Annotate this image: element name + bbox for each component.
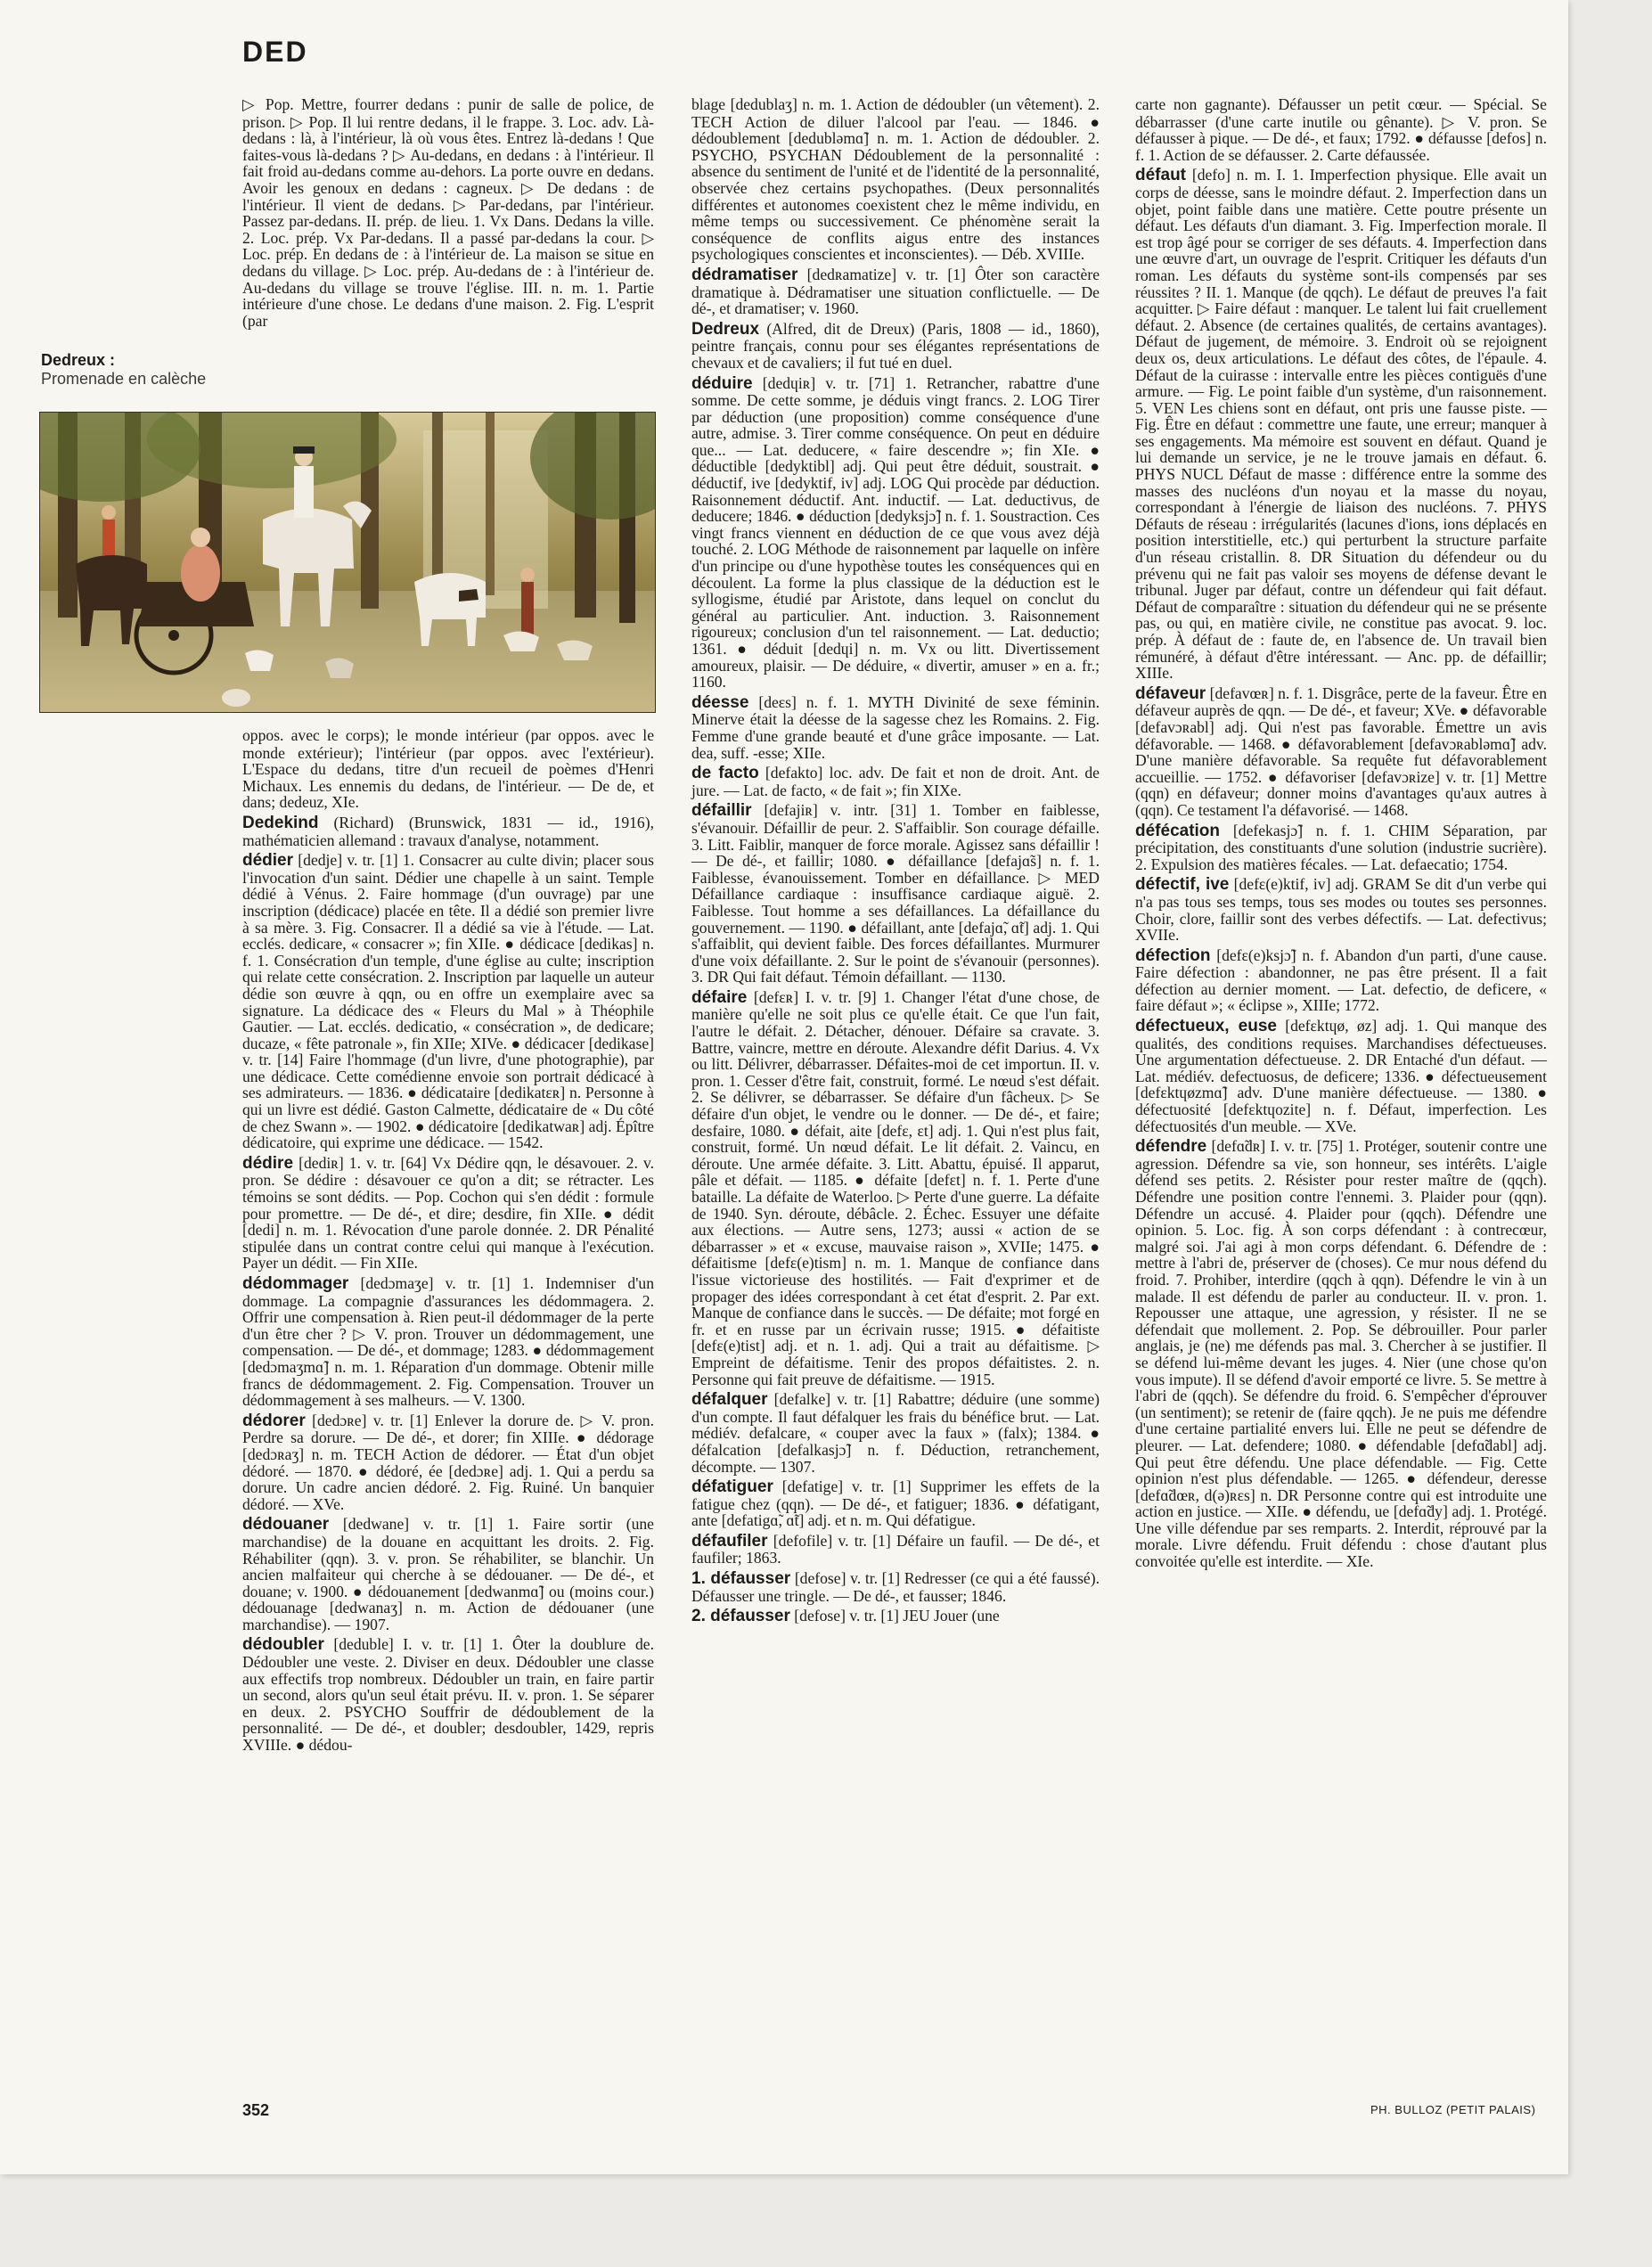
entry-headword: déduire — [691, 373, 753, 393]
entry — [691, 765, 1100, 798]
entry — [691, 1478, 1100, 1529]
entry-text: [defɑ̃dʀ] I. v. tr. [75] 1. Protéger, soutenir contre une agression. Défendre sa vie, son honneur, ses intérêts. L'aigle défend ses petits. 2. Résister pour rester maître de (qqch). Défendre une position contre l'ennemi. 3. Plaider pour (qqn). Défendre un accusé. 4. Plaider pour (qqch). Défendre une opinion. 5. Loc. fig. À son corps défendant : à contrecœur, malgré soi. J'ai agi à mon corps défendant. 6. Défendre de : mettre à l'abri de, préserver de (choses). Ce mur nous défend du froid. 7. Prohiber, interdire (qqch à qqn). Défendre le vin à un malade. Il est défendu de parler au conducteur. II. v. pron. 1. Repousser une attaque, une agression, y résister. Il ne se défendait que mollement. 2. Pop. Se débrouiller. Pour parler anglais, je (ne) me défends pas mal. 3. Chercher à se justifier. Il se défend lui-même devant les juges. 4. Nier (une chose qu'on vous impute). Il se défend d'avoir emporté ce livre. 5. Se mettre à l'abri de (qqch). Se défendre du froid. 6. S'empêcher d'éprouver (un sentiment); se retenir de (faire qqch). Je ne puis me défendre d'une certaine partialité envers lui. Elle ne peut se défendre de pleurer. — Lat. defendere; 1080. ● défendable [defɑ̃dabl] adj. Qui peut être défendu. Une place défendable. — Fig. Cette opinion n'est plus défendable. — 1265. ● défendeur, deresse [defɑ̃dœʀ, d(ə)ʀɛs] n. DR Personne contre qui est introduite une action en justice. — XIIe. ● défendu, ue [defɑ̃dy] adj. 1. Protégé. Une ville défendue par ses remparts. 2. Interdit, réprouvé par la morale. Livre défendu. Fruit défendu : chose d'autant plus convoitée qu'elle est interdite. — XIe. — [1135, 1137, 1547, 1571]
entry-text: [defatige] v. tr. [1] Supprimer les effets de la fatigue chez (qqn). — De dé-, et fatiguer; 1836. ● défatigant, ante [defatigɑ̃, ɑ̃t] adj. et n. m. Qui défatigue. — [691, 1477, 1100, 1530]
entry — [691, 1608, 1100, 1625]
entry — [242, 814, 654, 848]
entry — [691, 802, 1100, 986]
entry — [242, 96, 654, 329]
page-number: 352 — [242, 2101, 270, 2119]
entry-text: carte non gagnante). Défausser un petit cœur. — Spécial. Se débarrasser (d'une carte inutile ou gênante). ▷ V. pron. Se défausser à pique. — De dé-, et faux; 1792. ● défausse [defos] n. f. 1. Action de se défausser. 2. Carte défaussée. — [1135, 95, 1547, 164]
entry-headword: défalquer — [691, 1390, 768, 1410]
entry-headword: 1. défausser — [691, 1569, 791, 1589]
entry-headword: défaveur — [1135, 683, 1206, 703]
entry-headword: défaire — [691, 987, 748, 1007]
entry-text: [dedɥiʀ] v. tr. [71] 1. Retrancher, rabattre d'une somme. De cette somme, je déduis vingt francs. 2. LOG Tirer par déduction (une proposition) comme conséquence d'une autre, admise. 3. Tirer comme conséquence. On peut en déduire que... — Lat. deducere, « faire descendre »; fin XIe. ● déductible [dedyktibl] adj. Qui peut être déduit, soustrait. ● déductif, ive [dedyktif, iv] adj. LOG Qui procède par déduction. Raisonnement déductif. Ant. inductif. — Lat. deductivus, de deducere; 1846. ● déduction [dedyksjɔ̃] n. f. 1. Soustraction. Ces vingt francs viennent en déduction de ce que vous avez déjà touché. 2. LOG Méthode de raisonnement par laquelle on infère d'un principe ou d'une hypothèse toutes les conséquences qui en découlent. La forme la plus classique de la déduction est le syllogisme, étudié par Aristote, dans lequel on conclut du général au particulier. Ant. induction. 3. Raisonnement rigoureux; conclusion d'un tel raisonnement. — Lat. deductio; 1361. ● déduit [dedɥi] n. m. Vx ou litt. Divertissement amoureux, plaisir. — De déduire, « divertir, amuser » en a. fr.; 1160. — [691, 373, 1100, 692]
entry-headword: défectueux, euse — [1135, 1017, 1277, 1036]
entry-headword: défatiguer — [691, 1477, 773, 1497]
caption-title: Dedreux : — [41, 351, 116, 369]
entry — [1135, 1138, 1547, 1569]
entry-text: [defose] v. tr. [1] JEU Jouer (une — [789, 1607, 1000, 1625]
entry-headword: 2. défausser — [691, 1607, 790, 1626]
entry-headword: défaut — [1135, 166, 1186, 185]
painting-illustration — [39, 412, 656, 713]
entry-text: (Alfred, dit de Dreux) (Paris, 1808 — id., 1860), peintre français, connu pour ses élégantes représentations de chevaux et de cavaliers; il fut tué en duel. — [691, 319, 1100, 372]
carriage-painting-image — [40, 413, 655, 712]
entry-headword: défaillir — [691, 801, 752, 821]
entry-text: oppos. avec le corps); le monde intérieur (par oppos. avec le monde extérieur); l'intérieur (par oppos. avec l'extérieur). L'Espace du dedans, titre d'un recueil de poèmes d'Henri Michaux. Les ennemis du dedans, de l'intérieur. — De de, et dans; dedeuz, XIe. — [242, 726, 654, 812]
entry — [242, 1636, 654, 1753]
entry — [691, 1533, 1100, 1567]
text-column-2 — [691, 96, 1100, 1629]
entry-headword: dédire — [242, 1153, 294, 1173]
entry — [691, 989, 1100, 1387]
entry-text: [defo] n. m. I. 1. Imperfection physique. Elle avait un corps de déesse, sans le moindre défaut. 2. Imperfection dans un objet, point faible dans une matière. Cette poutre présente un défaut. Les défauts d'un diamant. 3. Fig. Imperfection morale. Il est trop âgé pour se corriger de ses défauts. 4. Imperfection dans une œuvre d'art, un ouvrage de l'esprit. Critiquer les défauts d'un roman. Les défauts du système sont-ils compensés par ses réussites ? II. 1. Manque (de qqch). Le défaut de preuves l'a fait acquitter. ▷ Faire défaut : manquer. Le talent lui fait cruellement défaut. 2. Absence (de certaines qualités, de certains avantages). Défaut de jugement, de mémoire. 3. Endroit où se rejoignent deux os, deux articulations. Le défaut des côtes, de l'épaule. 4. Défaut de la cuirasse : intervalle entre les pièces contiguës d'une armure. — Fig. Le point faible d'un système, d'un raisonnement. 5. VEN Les chiens sont en défaut, ont pris une fausse piste. — Fig. Être en défaut : commettre une faute, une erreur; manquer à ses engagements. Ma mémoire est souvent en défaut. Quand je lui demande un service, je ne le trouve jamais en défaut. 6. PHYS NUCL Défaut de masse : différence entre la somme des masses des nucléons d'un noyau et la masse du noyau, correspondant à l'énergie de liaison des nucléons. 7. PHYS Défauts de réseau : irrégularités (lacunes d'ions, ions déplacés en position interstitielle, etc.) qui perturbent la structure parfaite d'un réseau cristallin. 8. DR Situation du défendeur ou du prévenu qui ne fait pas valoir ses moyens de défense devant le tribunal. Juger par défaut, contre un défendeur qui fait défaut. Défaut de comparaître : situation du défendeur qui ne se présente pas, ou qui, en matière civile, ne constitue pas avocat. 9. loc. prép. À défaut de : faute de, en l'absence de. Un travail bien rémunéré, à défaut d'être intéressant. — Anc. pp. de défaillir; XIIIe. — [1135, 166, 1547, 683]
running-head: DED — [242, 36, 308, 68]
entry-text: [dedɔmaʒe] v. tr. [1] 1. Indemniser d'un dommage. La compagnie d'assurances les dédommagera. 2. Offrir une compensation à. Rien peut-il dédommager de la perte d'un être cher ? ▷ V. pron. Trouver un dédommagement, une compensation. — De dé-, et dommage; 1283. ● dédommagement [dedɔmaʒmɑ̃] n. m. 1. Réparation d'un dommage. Obtenir mille francs de dédommagement. 2. Fig. Compensation. Trouver un dédommagement à ses malheurs. — V. 1300. — [242, 1274, 654, 1410]
entry-headword: défendre — [1135, 1137, 1207, 1157]
entry-headword: dédoubler — [242, 1635, 324, 1655]
entry-text: [defalke] v. tr. [1] Rabattre; déduire (une somme) d'un compte. Il faut défalquer les frais du bénéfice brut. — Lat. médiév. defalcare, « couper avec la faux » (falx); 1384. ● défalcation [defalkasjɔ̃] n. f. Déduction, retranchement, décompte. — 1307. — [691, 1390, 1100, 1476]
entry-text: [defose] v. tr. [1] Redresser (ce qui a été faussé). Défausser une tringle. — De dé-, et fausser; 1846. — [691, 1569, 1100, 1605]
entry — [242, 852, 654, 1151]
entry — [691, 1391, 1100, 1475]
entry-text: [defɛʀ] I. v. tr. [9] 1. Changer l'état d'une chose, de manière qu'elle ne soit plus ce qu'elle était. Ce que l'un fait, l'autre le défait. 2. Détacher, dénouer. Défaire sa cravate. 3. Battre, vaincre, mettre en déroute. Alexandre défit Darius. 4. Vx ou litt. Délivrer, débarrasser. Défaites-moi de cet importun. II. v. pron. 1. Cesser d'être fait, construit, formé. Le nœud s'est défait. 2. Se délivrer, se débarrasser. Se défaire d'un fâcheux. ▷ Se défaire d'un objet, le vendre ou le donner. — De dé-, et faire; desfaire, 1080. ● défait, aite [defɛ, ɛt] adj. 1. Qui n'est plus fait, construit, formé. Un nœud défait. Le lit défait. 2. Vaincu, en déroute. Une armée défaite. 3. Litt. Abattu, épuisé. Il apparut, pâle et défait. — 1185. ● défaite [defɛt] n. f. 1. Perte d'une bataille. La défaite de Waterloo. ▷ Perte d'une guerre. La défaite de 1940. Syn. déroute, débâcle. 2. Échec. Essuyer une défaite aux élections. — Autre sens, 1273; aussi « action de se débarrasser » et « excuse, mauvaise raison », XVIIe; 1475. ● défaitisme [defɛ(e)tism] n. m. 1. Manque de confiance dans l'issue victorieuse des hostilités. — Fait d'exprimer et de propager des idées correspondant à cet état d'esprit. 2. Par ext. Manque de confiance dans le succès. — De défaite; mot forgé en fr. et en russe par un écrivain russe; 1915. ● défaitiste [defɛ(e)tist] adj. et n. 1. adj. Qui a trait au défaitisme. ▷ Empreint de défaitisme. Tenir des propos défaitistes. 2. n. Personne qui fait preuve de défaitisme. — 1915. — [691, 987, 1100, 1388]
entry-text: [defekasjɔ̃] n. f. 1. CHIM Séparation, par précipitation, des constituants d'une solution (industrie sucrière). 2. Expulsion des matières fécales. — Lat. defaecatio; 1754. — [1135, 821, 1547, 873]
text-column-1-upper — [242, 96, 654, 332]
entry-headword: Dedreux — [691, 319, 760, 339]
entry-text: [dedɔʀe] v. tr. [1] Enlever la dorure de. ▷ V. pron. Perdre sa dorure. — De dé-, et dorer; fin XIIIe. ● dédorage [dedɔʀaʒ] n. m. TECH Action de dédorer. — État d'un objet dédoré. — 1870. ● dédoré, ée [dedɔʀe] adj. 1. Qui a perdu sa dorure. Un cadre ancien dédoré. 2. Fig. Ruiné. Un banquier dédoré. — XVe. — [242, 1411, 654, 1513]
entry — [1135, 685, 1547, 819]
entry — [1135, 876, 1547, 943]
entry — [1135, 947, 1547, 1014]
entry-headword: dédramatiser — [691, 265, 798, 284]
entry — [1135, 1018, 1547, 1134]
entry-headword: dédommager — [242, 1274, 349, 1293]
text-column-1-lower — [242, 727, 654, 1757]
entry-headword: défécation — [1135, 821, 1221, 840]
entry-text: [defɛ(e)ktif, iv] adj. GRAM Se dit d'un verbe qui n'a pas tous ses temps, tous ses modes ou toutes ses personnes. Choir, clore, faillir sont des verbes défectifs. — Lat. defectivus; XVIIe. — [1135, 875, 1547, 945]
entry — [691, 96, 1100, 263]
entry — [691, 375, 1100, 691]
entry — [1135, 96, 1547, 163]
entry-text: [dedwane] v. tr. [1] 1. Faire sortir (une marchandise) de la douane en acquittant les droits. 2. Fig. Réhabiliter (qqn). 3. v. pron. Se réhabiliter, se blanchir. Un ancien malfaiteur qui cherche à se dédouaner. — De dé-, et douane; v. 1900. ● dédouanement [dedwanmɑ̃] ou (moins cour.) dédouanage [dedwanaʒ] n. m. Action de dédouaner (une marchandise). — 1907. — [242, 1515, 654, 1633]
entry — [691, 694, 1100, 761]
photo-credit: PH. BULLOZ (PETIT PALAIS) — [1370, 2103, 1536, 2116]
entry — [242, 1412, 654, 1513]
entry-text: [dedje] v. tr. [1] 1. Consacrer au culte divin; placer sous l'invocation d'un saint. Dédier une chapelle à un saint. Temple dédié à Vénus. 2. Faire hommage (d'un ouvrage) par une inscription (dédicace) placée en tête. Il a dédié son premier livre à sa mère. 3. Fig. Consacrer. Il a dédié sa vie à l'étude. — Lat. ecclés. dedicare, « consacrer »; fin XIIe. ● dédicace [dedikas] n. f. 1. Consécration d'un temple, d'une église au culte; inscription qui relate cette consécration. 2. Inscription par laquelle un auteur dédie son œuvre à qqn, ou en offre un exemplaire avec sa signature. La dédicace des « Fleurs du Mal » à Théophile Gautier. — Lat. ecclés. dedicatio, « consécration », de dedicare; ducaze, « fête patronale », fin XIIe; XIVe. ● dédicacer [dedikase] v. tr. [14] Faire l'hommage (d'un livre, d'une photographie), par une dédicace. Cette comédienne envoie son portrait dédicacé à ses admirateurs. — 1836. ● dédicataire [dedikatɛʀ] n. Personne à qui un livre est dédié. Gaston Calmette, dédicataire de « Du côté de chez Swann ». — 1902. ● dédicatoire [dedikatwaʀ] adj. Épître dédicatoire, qui exprime une dédicace. — 1542. — [242, 851, 654, 1152]
entry — [1135, 823, 1547, 873]
entry — [691, 321, 1100, 372]
entry — [242, 727, 654, 811]
entry-text: [dedʀamatize] v. tr. [1] Ôter son caractère dramatique à. Dédramatiser une situation conflictuelle. — De dé-, et dramatiser; v. 1960. — [691, 265, 1100, 318]
entry-text: [deduble] I. v. tr. [1] 1. Ôter la doublure de. Dédoubler une veste. 2. Diviser en deux. Dédoubler une classe aux effectifs trop nombreux. Dédoubler un train, en faire partir un second, alors qu'un seul était prévu. II. v. pron. 1. Se séparer en deux. 2. PSYCHO Souffrir de dédoublement de la personnalité. — De dé-, et doubler; desdoubler, 1429, repris XVIIIe. ● dédou- — [242, 1635, 654, 1755]
entry — [242, 1275, 654, 1409]
entry-text: [defɛktɥø, øz] adj. 1. Qui manque des qualités, des conditions requises. Marchandises défectueuses. Une argumentation défectueuse. 2. DR Entaché d'un défaut. — Lat. médiév. defectuosus, de deficere; 1336. ● défectueusement [defɛktɥøzmɑ̃] adv. D'une manière défectueuse. — 1380. ● défectuosité [defɛktɥozite] n. f. Défaut, imperfection. Les défectuosités d'un meuble. — XVe. — [1135, 1017, 1547, 1135]
entry — [691, 266, 1100, 317]
entry-headword: déesse — [691, 692, 749, 712]
entry-headword: de facto — [691, 764, 759, 783]
entry-headword: Dedekind — [242, 813, 319, 832]
entry-headword: défection — [1135, 945, 1211, 965]
entry-text: [defakto] loc. adv. De fait et non de droit. Ant. de jure. — Lat. de facto, « de fait »; fin XIXe. — [691, 764, 1100, 799]
entry-text: blage [dedublaʒ] n. m. 1. Action de dédoubler (un vêtement). 2. TECH Action de diluer l'alcool par l'eau. — 1846. ● dédoublement [dedubləmɑ̃] n. m. 1. Action de dédoubler. 2. PSYCHO, PSYCHAN Dédoublement de la personnalité : absence du sentiment de l'unité et de l'identité de la personnalité, observée chez certains psychopathes. (Deux personnalités différentes et autonomes coexistent chez le même individu, en même temps ou successivement. Ce phénomène serait la conséquence de conflits aigus entre des instances psychologiques conscientes et inconscientes). — Déb. XVIIIe. — [691, 95, 1100, 264]
entry — [1135, 167, 1547, 681]
entry-text: [deɛs] n. f. 1. MYTH Divinité de sexe féminin. Minerve était la déesse de la sagesse chez les Romains. 2. Fig. Femme d'une grande beauté et d'une grâce imposante. — Lat. dea, suff. -esse; XIIe. — [691, 692, 1100, 762]
caption-subtitle: Promenade en calèche — [41, 370, 207, 388]
entry — [242, 1155, 654, 1272]
illustration-caption — [41, 351, 228, 389]
entry-text: [defofile] v. tr. [1] Défaire un faufil. — De dé-, et faufiler; 1863. — [691, 1531, 1100, 1567]
entry-headword: dédorer — [242, 1411, 306, 1430]
entry — [691, 1570, 1100, 1604]
entry-headword: dédier — [242, 851, 294, 871]
entry-headword: défaufiler — [691, 1531, 768, 1551]
entry-text: [dediʀ] 1. v. tr. [64] Vx Dédire qqn, le désavouer. 2. v. pron. Se dédire : désavouer ce qu'on a dit; se rétracter. Les témoins se sont dédits. — Pop. Cochon qui s'en dédit : formule pour promettre. — De dé-, et dire; desdire, fin XIIe. ● dédit [dedi] n. m. 1. Révocation d'une parole donnée. 2. DR Pénalité stipulée dans un contrat contre celui qui manque à l'exécution. Payer un dédit. — Fin XIIe. — [242, 1153, 654, 1273]
entry-headword: défectif, ive — [1135, 875, 1230, 895]
text-column-3 — [1135, 96, 1547, 1574]
entry-headword: dédouaner — [242, 1515, 330, 1535]
entry — [242, 1516, 654, 1633]
entry-text: [defavœʀ] n. f. 1. Disgrâce, perte de la faveur. Être en défaveur auprès de qqn. — De dé-, et faveur; XVe. ● défavorable [defavɔʀabl] adj. Qui n'est pas favorable. Émettre un avis défavorable. — 1468. ● défavorablement [defavɔʀabləmɑ̃] adv. D'une manière défavorable. Sa requête fut défavorablement accueillie. — 1752. ● défavoriser [defavɔʀize] v. tr. [1] Mettre (qqn) en défaveur; donner moins d'avantages qu'aux autres à (qqn). Ce testament l'a défavorisé. — 1468. — [1135, 683, 1547, 819]
entry-text: [defɛ(e)ksjɔ̃] n. f. Abandon d'un parti, d'une cause. Faire défection : abandonner, ne pas être présent. Il a fait défection au dernier moment. — Lat. defectio, de deficere, « faire défaut »; « éclipse », XIIIe; 1772. — [1135, 945, 1547, 1015]
entry-text: ▷ Pop. Mettre, fourrer dedans : punir de salle de police, de prison. ▷ Pop. Il lui rentre dedans, il le frappe. 3. Loc. adv. Là-dedans : là, à l'intérieur, là où vous êtes. Entrez là-dedans ! Que faites-vous là-dedans ? ▷ Au-dedans, en dedans : à l'intérieur. Il fait froid au-dedans comme au-dehors. La porte ouvre en dedans. Avoir les genoux en dedans : cagneux. ▷ De dedans : de l'intérieur. Il vient de dedans. ▷ Par-dedans, par l'intérieur. Passez par-dedans. II. prép. de lieu. 1. Vx Dans. Dedans la ville. 2. Loc. prép. Vx Par-dedans. Il a passé par-dedans la cour. ▷ Loc. prép. En dedans de : à l'intérieur de. La maison se situe en dedans du village. ▷ Loc. prép. Au-dedans de : à l'intérieur de. Au-dedans du village se trouve l'église. III. n. m. 1. Partie intérieure d'une chose. Le dedans d'une maison. 2. Fig. L'esprit (par — [242, 95, 654, 330]
entry-text: (Richard) (Brunswick, 1831 — id., 1916), mathématicien allemand : travaux d'analyse, notamment. — [242, 813, 654, 849]
entry-text: [defajiʀ] v. intr. [31] 1. Tomber en faiblesse, s'évanouir. Défaillir de peur. 2. S'affaiblir. Son courage défaille. 3. Litt. Faiblir, manquer de force morale. Agissez sans défaillir ! — De dé-, et faillir; 1080. ● défaillance [defajɑ̃s] n. f. 1. Faiblesse, évanouissement. Tomber en défaillance. ▷ MED Défaillance cardiaque : insuffisance cardiaque aiguë. 2. Faiblesse. Tout homme a ses défaillances. La défaillance du gouvernement. — 1190. ● défaillant, ante [defajɑ̃, ɑ̃t] adj. 1. Qui s'affaiblit, qui devient faible. Des forces défaillantes. Murmurer d'une voix défaillante. 2. Sur le point de s'évanouir (personnes). 3. DR Qui fait défaut. Témoin défaillant. — 1130. — [691, 801, 1100, 986]
